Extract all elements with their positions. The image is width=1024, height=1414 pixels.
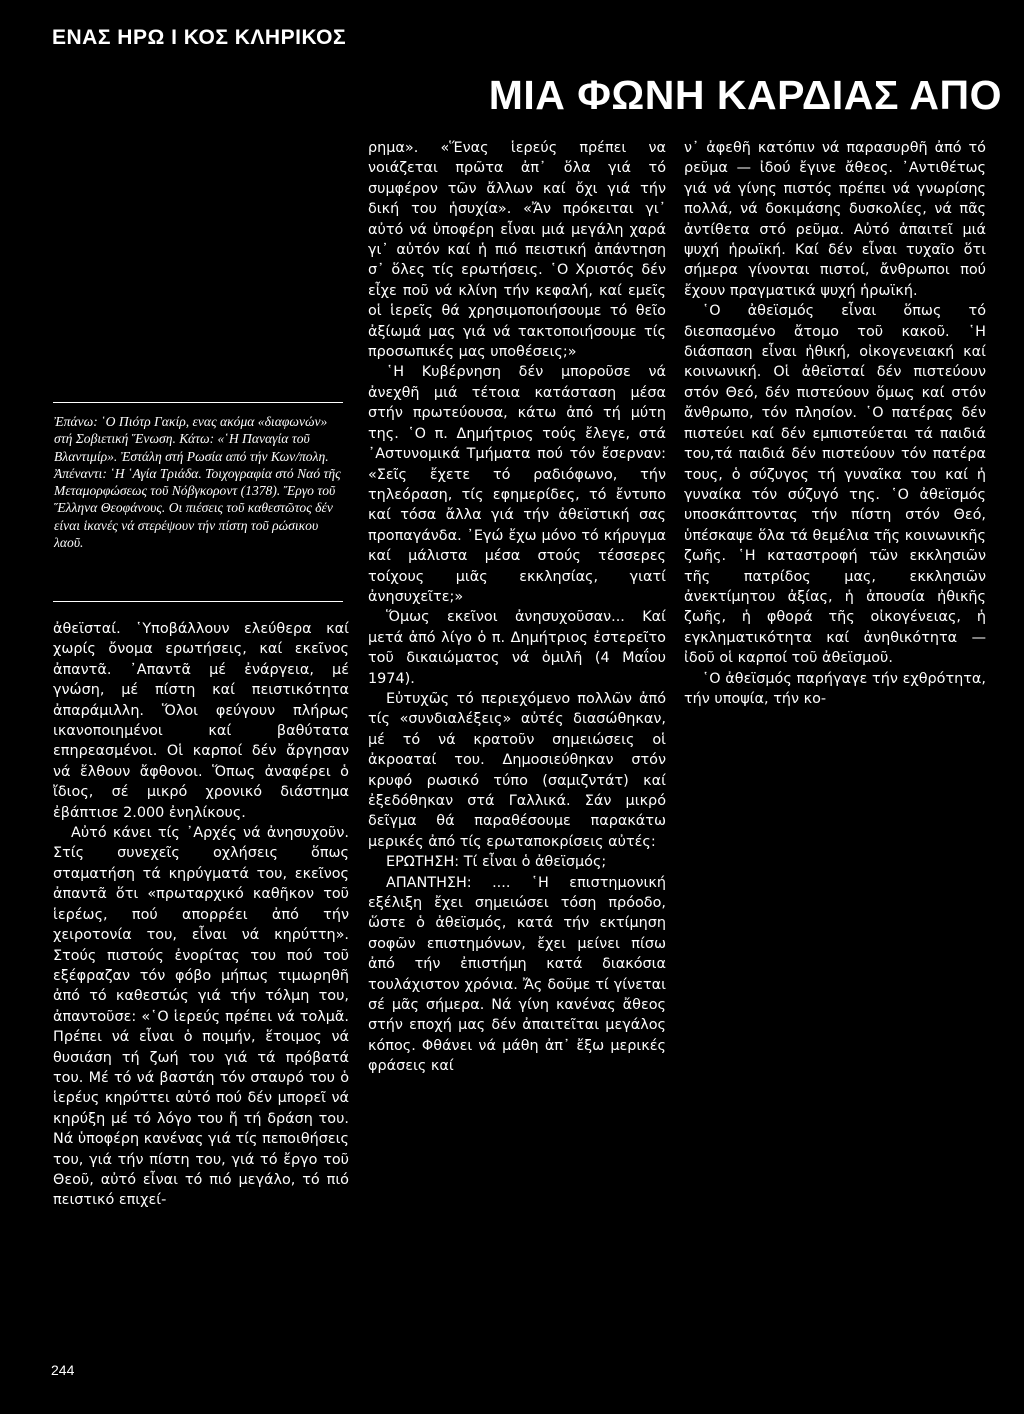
paragraph: ῾Η Κυβέρνηση δέν μποροῦσε νά ἀνεχθῆ μιά τέτοια κατάσταση μέσα στήν πρωτεύουσα, κάτω ἀπό τή μύτη της. ῾Ο π. Δημήτριος τούς ἔλεγε, στά ᾿Αστυνομικά Τμήματα πού τόν ἔσερναν: «Σεῖς ἔχετε τό ραδιόφωνο, τήν τηλεόραση, τίς εφημερίδες, τό ἔντυπο καί τόσα ἄλλα γιά τήν ἀθεϊστική σας προπαγάνδα. ᾿Εγώ ἔχω μόνο τό κήρυγμα καί μάλιστα μέσα στούς τέσσερες τοίχους μιᾶς εκκλησίας, γιατί ἀνησυχεῖτε;» bbox=[368, 364, 666, 605]
paragraph: Ὅμως εκεῖνοι ἀνησυχοῦσαν... Καί μετά ἀπό λίγο ὁ π. Δημήτριος ἐστερεῖτο τοῦ δικαιώματος νά ὁμιλῆ (4 Μαΐου 1974). bbox=[368, 609, 666, 687]
text-column-1 bbox=[53, 619, 349, 1211]
caption-top-rule bbox=[53, 402, 343, 403]
article-title: ΜΙΑ ΦΩΝΗ ΚΑΡΔΙΑΣ ΑΠΟ bbox=[488, 72, 1002, 118]
paragraph: ῾Ο ἀθεϊσμός εἶναι ὅπως τό διεσπασμένο ἄτομο τοῦ κακοῦ. ῾Η διάσπαση εἶναι ἠθική, οἰκογενειακή καί κοινωνική. Οἱ ἀθεϊσταί δέν πιστεύουν στόν Θεό, δέν πιστεύουν ὅμως καί στόν ἄνθρωπο, τόν πλησίον. ῾Ο πατέρας δέν πιστεύει καί δέν εμπιστεύεται τά παιδιά του,τά παιδιά δέν πιστεύουν τόν πατέρα τους, ὁ σύζυγος τή γυναῖκα του καί ἡ γυναίκα τόν σύζυγό της. ῾Ο ἀθεϊσμός υποσκάπτοντας τήν πίστη στόν Θεό, ὑπέσκαψε ὅλα τά θεμέλια τῆς κοινωνικῆς ζωῆς. ῾Η καταστροφή τῶν εκκλησιῶν τῆς πατρίδος μας, εκκλησιῶν ἀνεκτίμητου ἀξίας, ἡ ἀπουσία ἠθικῆς ζωῆς, ἡ φθορά τῆς οἰκογένειας, ἡ εγκληματικότητα καί ἀνηθικότητα — ἰδοῦ οἱ καρποί τοῦ ἀθεϊσμοῦ. bbox=[684, 303, 986, 667]
paragraph: ρημα». «Ἕνας ἱερεύς πρέπει να νοιάζεται πρῶτα ἀπ᾿ ὅλα γιά τό συμφέρον τῶν ἄλλων καί ὄχι γιά τήν δική του ἡσυχία». «Ἄν πρόκειται γι᾿ αὐτό νά ὑποφέρη εἶναι μιά μεγάλη χαρά γι᾿ αὐτόν καί ἡ πιό πειστική ἀπάντηση σ᾿ ὅλες τίς ερωτήσεις. ῾Ο Χριστός δέν εἶχε ποῦ νά κλίνη τήν κεφαλή, καί εμεῖς οἱ ἱερεῖς θά χρησιμοποιήσουμε τό θεῖο ἀξίωμά μας γιά νά τακτοποιήσουμε τίς προσωπικές μας υποθέσεις;» bbox=[368, 140, 666, 361]
paragraph: ν᾿ ἀφεθῆ κατόπιν νά παρασυρθῆ ἀπό τό ρεῦμα — ἰδού ἔγινε ἄθεος. ᾿Αντιθέτως γιά νά γίνης πιστός πρέπει νά γνωρίσης πολλά, νά δοκιμάσης δυσκολίες, νά πᾶς ἀντίθετα στό ρεῦμα. Αὐτό ἀπαιτεῖ μιά ψυχή ἡρωϊκή. Καί δέν εἶναι τυχαῖο ὅτι σήμερα γίνονται πιστοί, ἄνθρωποι πού ἔχουν πραγματικά ψυχή ἡρωϊκή. bbox=[684, 140, 986, 299]
paragraph: ἀθεϊσταί. ῾Υποβάλλουν ελεύθερα καί χωρίς ὄνομα ερωτήσεις, καί εκεῖνος ἀπαντᾶ. ᾿Απαντᾶ μέ ἐνάργεια, μέ γνώση, μέ πίστη καί πειστικότητα ἀπαράμιλλη. Ὅλοι φεύγουν πλήρως ικανοποιημένοι καί βαθύτατα επηρεασμένοι. Οἱ καρποί δέν ἄργησαν νά ἔλθουν ἄφθονοι. Ὅπως ἀναφέρει ὁ ἴδιος, σέ μικρό χρονικό διάστημα ἐβάπτισε 2.000 ἐνηλίκους. bbox=[53, 621, 349, 821]
answer-paragraph: ΑΠΑΝΤΗΣΗ: .... ῾Η επιστημονική εξέλιξη ἔχει σημειώσει τόση πρόοδο, ὥστε ὁ ἀθεϊσμός, κατά τήν εκτίμηση σοφῶν επιστημόνων, ἔχει μείνει πίσω ἀπό τήν ἐπιστήμη κατά διακόσια τουλάχιστον χρόνια. Ἄς δοῦμε τί γίνεται σέ μᾶς σήμερα. Νά γίνη κανένας ἄθεος στήν εποχή μας δέν ἀπαιτεῖται μεγάλος κόπος. Φθάνει νά μάθη ἀπ᾿ ἔξω μερικές φράσεις καί bbox=[368, 874, 666, 1075]
image-caption: Ἐπάνω: ῾Ο Πιότρ Γακίρ, ενας ακόμα «διαφωνών» στή Σοβιετική Ἕνωση. Κάτω: «῾Η Παναγία τοῦ Βλαντιμίρ». Ἐστάλη στή Ρωσία από τήν Κων/πολη. Ἀπέναντι: ῾Η ῾Αγία Τριάδα. Τοιχογραφία στό Ναό τῆς Μεταμορφώσεως τοῦ Νόβγκοροντ (1378). Ἔργο τοῦ Ἕλληνα Θεοφάνους. Οι πιέσεις τοῦ καθεστῶτος δέν είναι ἱκανές νά στερέψουν τήν πίστη τοῦ ρώσικου λαοῦ. bbox=[54, 414, 341, 551]
paragraph: Εὐτυχῶς τό περιεχόμενο πολλῶν ἀπό τίς «συνδιαλέξεις» αὐτές διασώθηκαν, μέ τό νά κρατοῦν σημειώσεις οἱ ἀκροαταί του. Δημοσιεύθηκαν στόν κρυφό ρωσικό τύπο (σαμιζντάτ) καί ἐξεδόθηκαν στά Γαλλικά. Σάν μικρό δεῖγμα θά παραθέσουμε παρακάτω μερικές ἀπό τίς ερωταποκρίσεις αὐτές: bbox=[368, 690, 666, 850]
paragraph: ῾Ο ἀθεϊσμός παρήγαγε τήν εχθρότητα, τήν υποψία, τήν κο- bbox=[684, 670, 986, 707]
text-column-2 bbox=[368, 138, 666, 1077]
page-number: 244 bbox=[51, 1362, 75, 1378]
question-paragraph: ΕΡΩΤΗΣΗ: Τί εἶναι ὁ ἀθεϊσμός; bbox=[386, 854, 607, 871]
running-title: ΕΝΑΣ ΗΡΩ Ι ΚΟΣ ΚΛΗΡΙΚΟΣ bbox=[52, 26, 347, 49]
text-column-3 bbox=[684, 138, 986, 709]
paragraph: Αὐτό κάνει τίς ᾿Αρχές νά ἀνησυχοῦν. Στίς συνεχεῖς οχλήσεις ὅπως σταματήση τά κηρύγματά του, εκεῖνος ἀπαντᾶ ὅτι «πρωταρχικό καθῆκον τοῦ ἱερέως, πού απορρέει ἀπό τήν χειροτονία του, εἶναι νά κηρύττη». Στούς πιστούς ἐνορίτας του πού τοῦ εξέφραζαν τόν φόβο μήπως τιμωρηθῆ ἀπό τό καθεστώς γιά τήν τόλμη του, ἀπαντοῦσε: «῾Ο ἱερεύς πρέπει νά τολμᾶ. Πρέπει νά εἶναι ὁ ποιμήν, ἕτοιμος νά θυσιάση τή ζωή του γιά τά πρόβατά του. Μέ τό νά βαστάη τόν σταυρό του ὁ ἱερέυς κηρύττει αὐτό πού δέν μπορεῖ νά κηρύξη μέ τό λόγο του ἤ τή δράση του. Νά ὑποφέρη κανένας γιά τίς πεποιθήσεις του, γιά τήν πίστη του, γιά τό ἔργο τοῦ Θεοῦ, αὐτό εἶναι τό πιό μεγάλο, τό πιό πειστικό επιχεί- bbox=[53, 825, 349, 1209]
caption-bottom-rule bbox=[53, 601, 343, 602]
